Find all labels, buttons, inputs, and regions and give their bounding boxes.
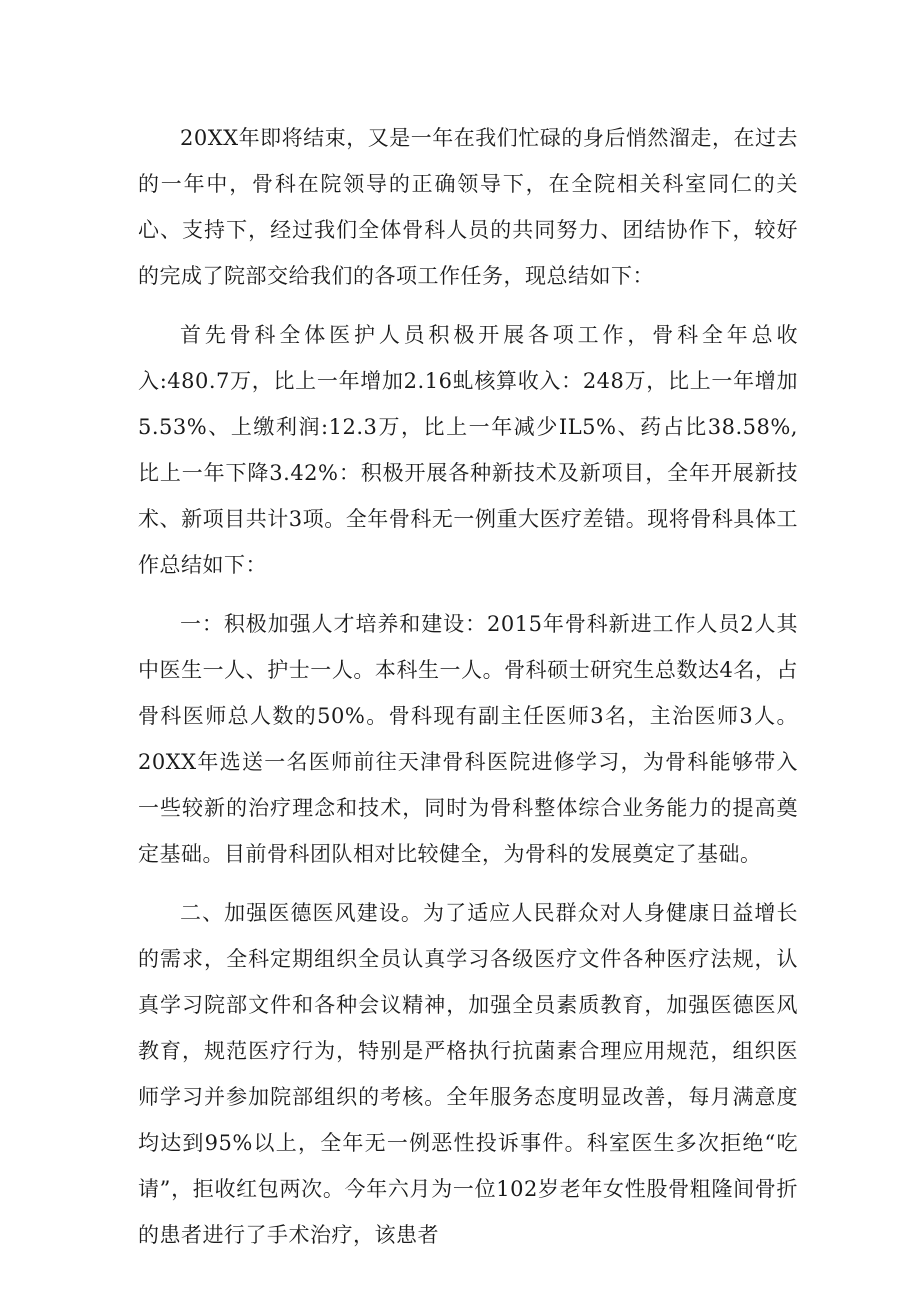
paragraph-medical-ethics: 二、加强医德医风建设。为了适应人民群众对人身健康日益增长的需求，全科定期组织全员认真学习各级医疗文件各种医疗法规，认真学习院部文件和各种会议精神，加强全员素质教育，加强医德医风教育，规范医疗行为，特别是严格执行抗菌素合理应用规范，组织医师学习并参加院部组织的考核。全年服务态度明显改善，每月满意度均达到95%以上，全年无一例恶性投诉事件。科室医生多次拒绝“吃请”，拒收红包两次。今年六月为一位102岁老年女性股骨粗隆间骨折的患者进行了手术治疗，该患者 xyxy=(138,901,798,1247)
paragraph-intro: 20XX年即将结束，又是一年在我们忙碌的身后悄然溜走，在过去的一年中，骨科在院领导的正确领导下，在全院相关科室同仁的关心、支持下，经过我们全体骨科人员的共同努力、团结协作下，较好的完成了院部交给我们的各项工作任务，现总结如下： xyxy=(138,126,798,288)
paragraph-annual-figures: 首先骨科全体医护人员积极开展各项工作，骨科全年总收入:480.7万，比上一年增加2.16虬核算收入：248万，比上一年增加5.53%、上缴利润:12.3万，比上一年减少IL5%、药占比38.58%,比上一年下降3.42%：积极开展各种新技术及新项目，全年开展新技术、新项目共计3项。全年骨科无一例重大医疗差错。现将骨科具体工作总结如下： xyxy=(138,323,798,577)
document-body xyxy=(138,115,798,1271)
paragraph-talent-training: 一：积极加强人才培养和建设：2015年骨科新进工作人员2人其中医生一人、护士一人。本科生一人。骨科硕士研究生总数达4名，占骨科医师总人数的50%。骨科现有副主任医师3名，主治医师3人。20XX年选送一名医师前往天津骨科医院进修学习，为骨科能够带入一些较新的治疗理念和技术，同时为骨科整体综合业务能力的提高奠定基础。目前骨科团队相对比较健全，为骨科的发展奠定了基础。 xyxy=(138,612,798,866)
